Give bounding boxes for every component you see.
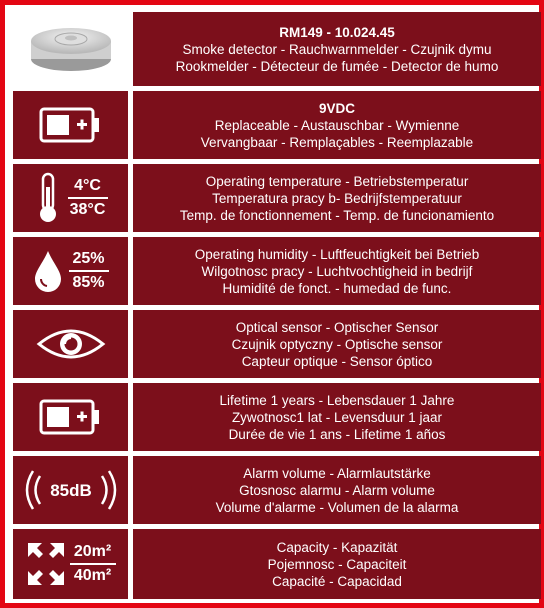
spec-row-battery — [13, 91, 541, 159]
icon-cell — [13, 529, 128, 599]
spec-value: 9VDC — [318, 100, 355, 116]
spec-line: Pojemnosc - Capaciteit — [267, 556, 407, 572]
spec-line: Volume d'alarme - Volumen de la alarma — [215, 499, 459, 515]
spec-text — [133, 383, 541, 451]
icon-cell — [13, 383, 128, 451]
humidity-max: 85% — [72, 274, 105, 291]
spec-row-volume — [13, 456, 541, 524]
spec-line: Zywotnosc1 lat - Levensduur 1 jaar — [231, 409, 443, 425]
spec-line: Capacity - Kapazität — [276, 539, 398, 555]
spec-line: Capacité - Capacidad — [272, 573, 402, 589]
spec-line: Operating humidity - Luftfeuchtigkeit bei Betrieb — [194, 246, 480, 262]
spec-row-temperature — [13, 164, 541, 232]
spec-text — [133, 310, 541, 378]
volume-label: 85dB — [49, 481, 92, 500]
icon-cell — [13, 164, 128, 232]
battery-icon — [39, 105, 103, 145]
spec-line: Capteur optique - Sensor óptico — [241, 353, 433, 369]
icon-cell — [13, 91, 128, 159]
spec-text — [133, 12, 541, 86]
spec-row-capacity — [13, 529, 541, 599]
capacity-range — [70, 543, 116, 585]
humidity-range — [69, 250, 109, 292]
spec-line: Lifetime 1 years - Lebensdauer 1 Jahre — [219, 392, 455, 408]
spec-text — [133, 91, 541, 159]
spec-line: Optical sensor - Optischer Sensor — [235, 319, 439, 335]
icon-cell — [13, 237, 128, 305]
sound-volume-icon — [19, 465, 123, 515]
water-drop-icon — [33, 249, 63, 293]
spec-line: Rookmelder - Détecteur de fumée - Detector de humo — [175, 58, 499, 74]
spec-line: Temperatura pracy b- Bedrijfstemperatuur — [212, 190, 462, 206]
spec-text — [133, 456, 541, 524]
spec-line: Durée de vie 1 ans - Lifetime 1 años — [228, 426, 446, 442]
spec-line: Vervangbaar - Remplaçables - Reemplazable — [200, 134, 474, 150]
temperature-max: 38°C — [69, 201, 106, 218]
eye-icon — [36, 324, 106, 364]
spec-line: Smoke detector - Rauchwarnmelder - Czujnik dymu — [182, 41, 492, 57]
capacity-max: 40m² — [73, 567, 112, 584]
battery-icon — [39, 397, 103, 437]
humidity-min: 25% — [72, 250, 105, 267]
thermometer-icon — [34, 171, 62, 225]
spec-line: Gtosnosc alarmu - Alarm volume — [239, 482, 435, 498]
icon-cell — [13, 12, 128, 86]
area-expand-icon — [26, 541, 66, 587]
spec-row-product — [13, 12, 541, 86]
spec-text — [133, 164, 541, 232]
temperature-range — [68, 177, 108, 219]
spec-line: Czujnik optyczny - Optische sensor — [231, 336, 443, 352]
smoke-detector-icon — [26, 19, 116, 79]
spec-text — [133, 529, 541, 599]
product-code: RM149 - 10.024.45 — [279, 24, 395, 40]
capacity-min: 20m² — [73, 543, 112, 560]
spec-line: Temp. de fonctionnement - Temp. de funcionamiento — [179, 207, 495, 223]
spec-row-lifetime — [13, 383, 541, 451]
spec-line: Humidité de fonct. - humedad de func. — [222, 280, 452, 296]
spec-text — [133, 237, 541, 305]
spec-line: Operating temperature - Betriebstemperatur — [205, 173, 469, 189]
spec-line: Replaceable - Austauschbar - Wymienne — [214, 117, 460, 133]
icon-cell — [13, 456, 128, 524]
spec-line: Alarm volume - Alarmlautstärke — [243, 465, 431, 481]
spec-line: Wilgotnosc pracy - Luchtvochtigheid in bedrijf — [201, 263, 473, 279]
icon-cell — [13, 310, 128, 378]
temperature-min: 4°C — [74, 177, 101, 194]
spec-row-humidity — [13, 237, 541, 305]
spec-row-sensor — [13, 310, 541, 378]
